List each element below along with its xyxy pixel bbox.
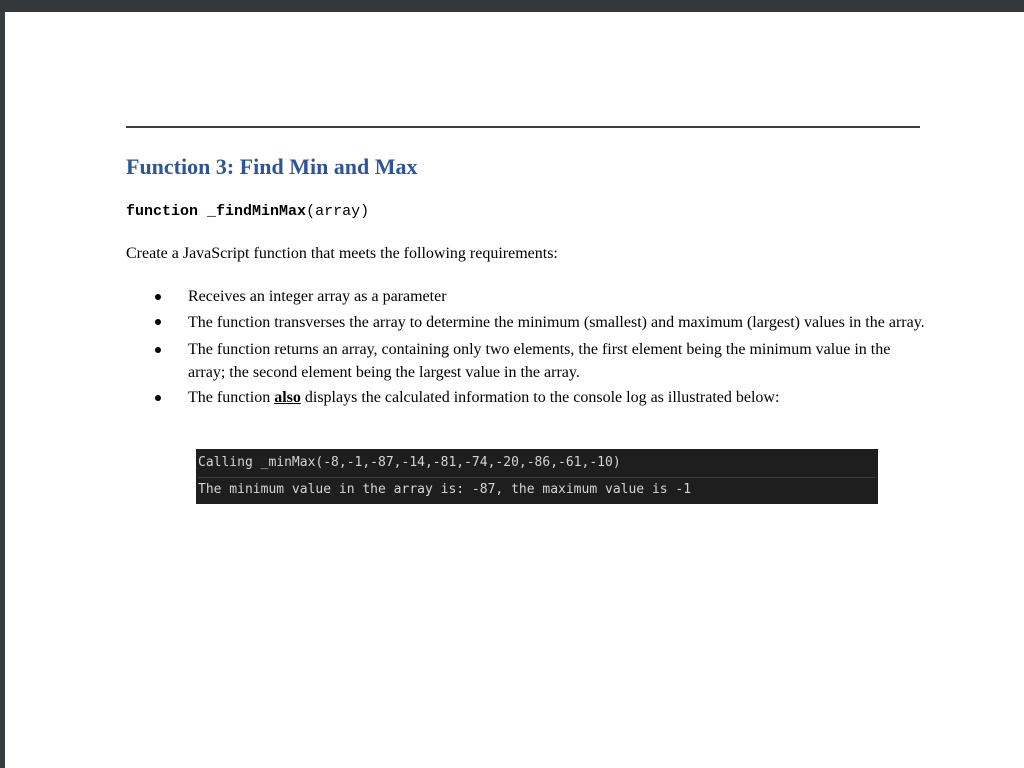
- section-heading: Function 3: Find Min and Max: [126, 154, 418, 179]
- requirement-text: Receives an integer array as a parameter: [188, 288, 447, 305]
- signature-keyword: function: [126, 203, 199, 220]
- bullet-icon: [155, 294, 161, 300]
- requirement-item: [155, 310, 925, 336]
- function-signature: [126, 203, 369, 220]
- bullet-icon: [155, 347, 161, 353]
- console-line: The minimum value in the array is: -87, the maximum value is -1: [198, 477, 876, 502]
- bullet-icon: [155, 319, 161, 325]
- viewer-top-bar: [0, 0, 1024, 12]
- requirement-text: The function returns an array, containing only two elements, the first element being the minimum value in the array; the second element being the largest value in the array.: [188, 341, 891, 381]
- console-line: Calling _minMax(-8,-1,-87,-14,-81,-74,-20,-86,-61,-10): [198, 455, 621, 470]
- requirements-list: [155, 285, 925, 411]
- requirement-item: [155, 338, 925, 384]
- requirement-item: [155, 285, 925, 308]
- requirement-text-after: displays the calculated information to the console log as illustrated below:: [300, 389, 780, 406]
- document-page: [5, 12, 1024, 768]
- requirement-emphasis: also: [274, 389, 301, 406]
- intro-paragraph: Create a JavaScript function that meets the following requirements:: [126, 245, 558, 262]
- console-output-screenshot: [196, 449, 878, 504]
- requirement-text: The function transverses the array to determine the minimum (smallest) and maximum (largest) values in the array.: [188, 314, 925, 331]
- requirement-item: [155, 386, 925, 409]
- horizontal-rule: [126, 126, 920, 128]
- signature-params: (array): [306, 203, 370, 220]
- bullet-icon: [155, 395, 161, 401]
- requirement-text-before: The function: [188, 389, 275, 406]
- signature-function-name: _findMinMax: [207, 203, 307, 220]
